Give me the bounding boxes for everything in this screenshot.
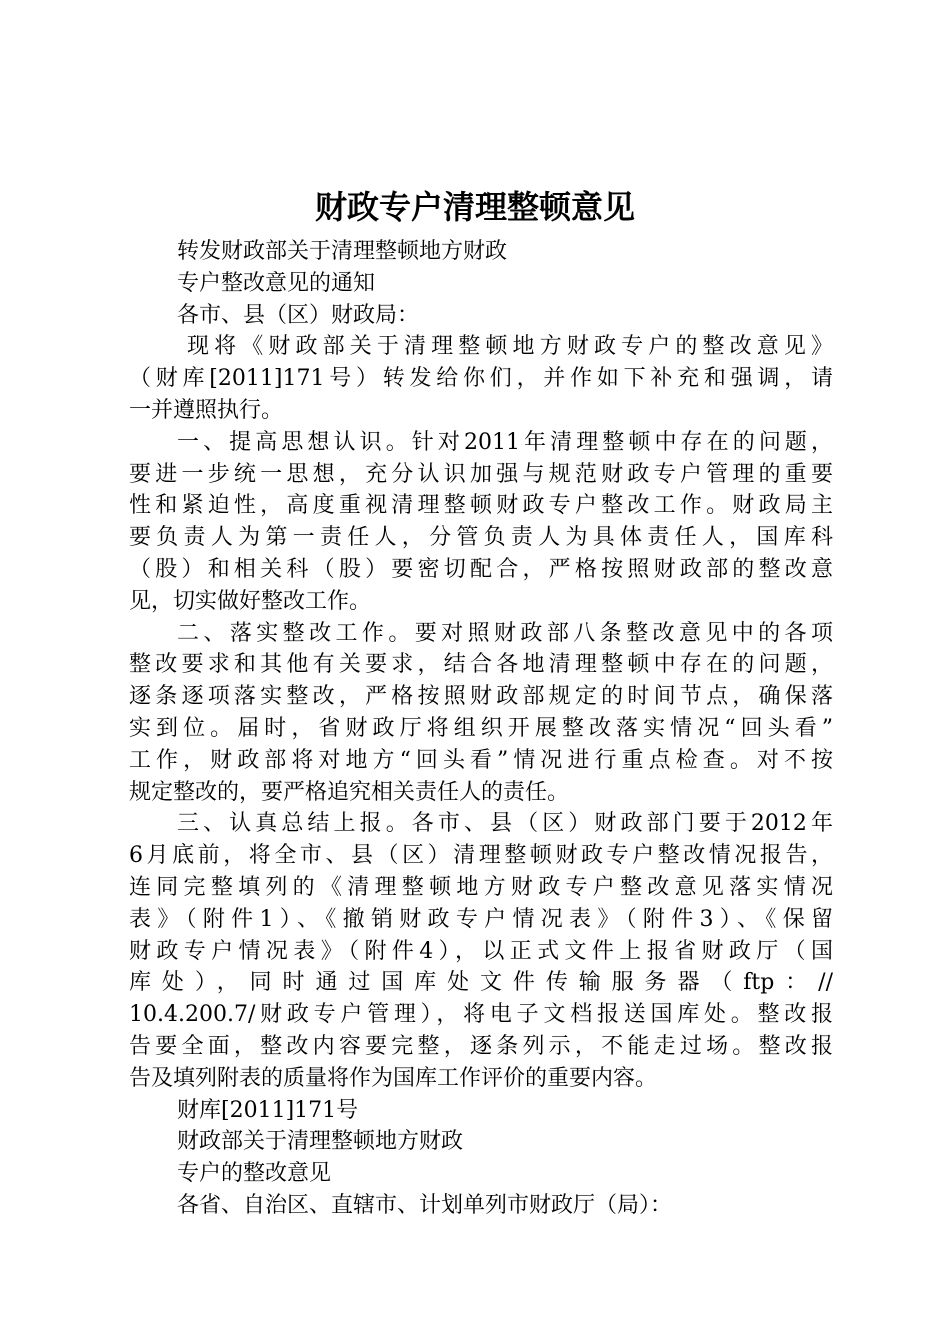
body-line: 转发财政部关于清理整顿地方财政 bbox=[177, 239, 508, 264]
body-line: 专户整改意见的通知 bbox=[177, 270, 376, 296]
body-line: 整改要求和其他有关要求，结合各地清理整顿中存在的问题， bbox=[129, 652, 833, 678]
body-line: 告及填列附表的质量将作为国库工作评价的重要内容。 bbox=[129, 1065, 658, 1091]
body-line: 逐条逐项落实整改，严格按照财政部规定的时间节点，确保落 bbox=[129, 684, 833, 710]
document-title: 财政专户清理整顿意见 bbox=[314, 188, 635, 226]
body-line: 连同完整填列的《清理整顿地方财政专户整改意见落实情况 bbox=[129, 874, 833, 900]
body-line: （财库[2011]171号）转发给你们，并作如下补充和强调，请 bbox=[129, 366, 833, 392]
body-line: 二、落实整改工作。要对照财政部八条整改意见中的各项 bbox=[177, 620, 833, 646]
body-line: （股）和相关科（股）要密切配合，严格按照财政部的整改意 bbox=[129, 556, 833, 582]
body-line: 6月底前，将全市、县（区）清理整顿财政专户整改情况报告， bbox=[129, 843, 833, 869]
body-line: 实到位。届时，省财政厅将组织开展整改落实情况“回头看” bbox=[129, 715, 833, 741]
body-line: 库处），同时通过国库处文件传输服务器（ftp：// bbox=[129, 970, 833, 996]
body-line: 财政部关于清理整顿地方财政 bbox=[177, 1129, 464, 1155]
body-line: 告要全面，整改内容要完整，逐条列示，不能走过场。整改报 bbox=[129, 1033, 833, 1059]
body-line: 规定整改的，要严格追究相关责任人的责任。 bbox=[129, 779, 570, 805]
body-line: 工作，财政部将对地方“回头看”情况进行重点检查。对不按 bbox=[129, 747, 833, 773]
body-line: 一并遵照执行。 bbox=[129, 397, 284, 423]
body-line: 要负责人为第一责任人，分管负责人为具体责任人，国库科 bbox=[129, 525, 833, 551]
body-line: 财库[2011]171号 bbox=[177, 1097, 359, 1123]
body-line: 要进一步统一思想，充分认识加强与规范财政专户管理的重要 bbox=[129, 461, 833, 487]
body-line: 现将《财政部关于清理整顿地方财政专户的整改意见》 bbox=[187, 334, 833, 360]
body-line: 各省、自治区、直辖市、计划单列市财政厅（局）： bbox=[177, 1192, 673, 1218]
body-line: 10.4.200.7/财政专户管理），将电子文档报送国库处。整改报 bbox=[129, 1002, 833, 1028]
body-line: 表》（附件1）、《撤销财政专户情况表》（附件3）、《保留 bbox=[129, 906, 833, 932]
body-line: 各市、县（区）财政局： bbox=[177, 302, 420, 328]
body-line: 专户的整改意见 bbox=[177, 1161, 332, 1187]
body-line: 性和紧迫性，高度重视清理整顿财政专户整改工作。财政局主 bbox=[129, 493, 833, 519]
body-line: 三、认真总结上报。各市、县（区）财政部门要于2012年 bbox=[177, 811, 833, 837]
body-line: 财政专户情况表》（附件4），以正式文件上报省财政厅（国 bbox=[129, 938, 833, 964]
document-body bbox=[129, 236, 833, 1222]
body-line: 一、提高思想认识。针对2011年清理整顿中存在的问题， bbox=[177, 429, 833, 455]
body-line: 见，切实做好整改工作。 bbox=[129, 588, 372, 614]
